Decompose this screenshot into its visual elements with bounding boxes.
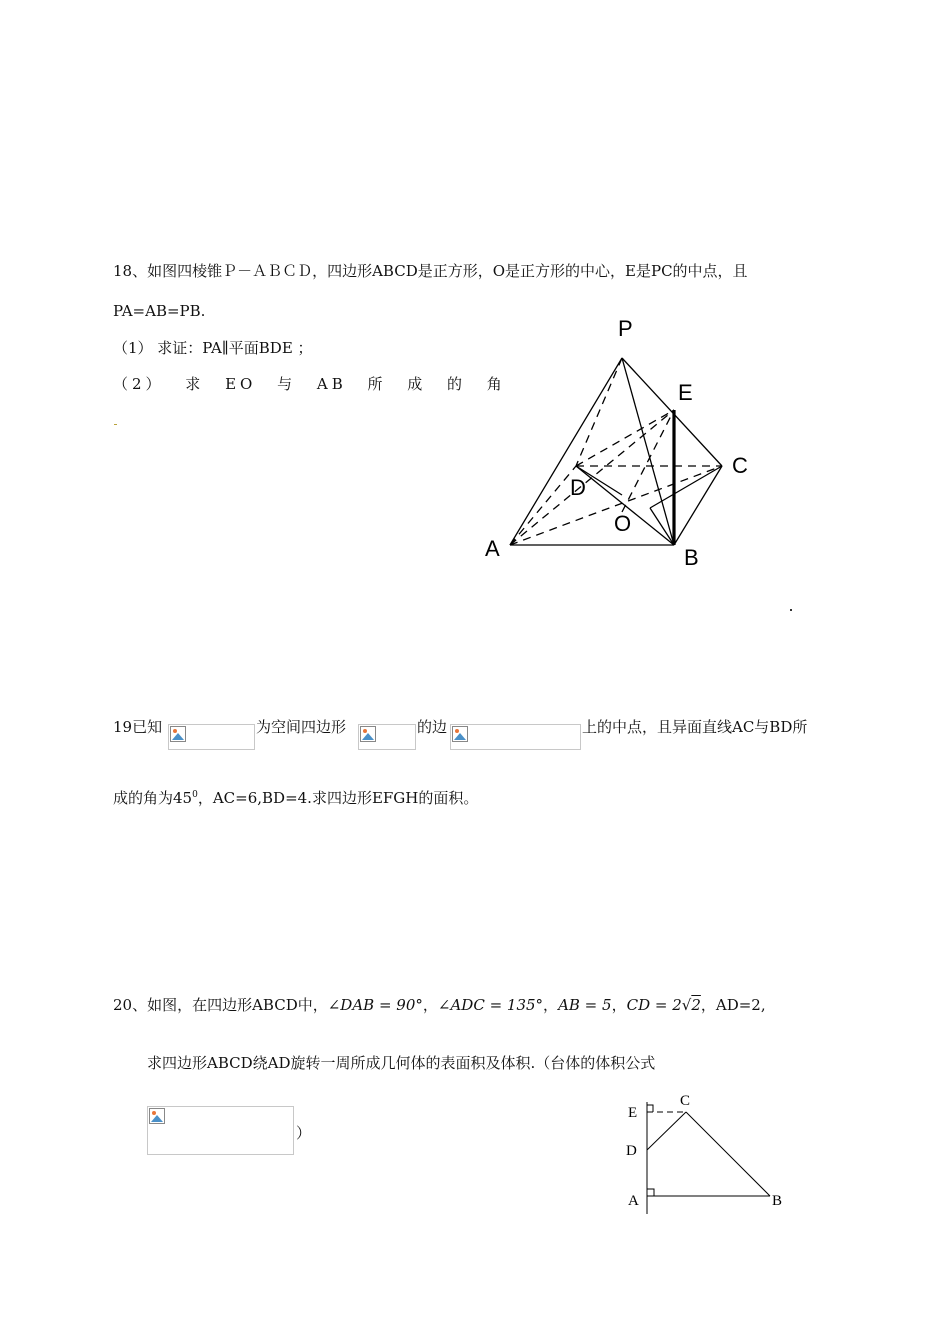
cond-ab: AB = 5	[558, 996, 612, 1014]
cond-angle-dab: ∠DAB = 90°	[327, 996, 423, 1014]
edge-de	[576, 410, 674, 466]
label-B: B	[684, 545, 699, 570]
q19-seg4: 上的中点，且异面直线AC与BD所	[582, 718, 808, 736]
right-angle-e	[647, 1105, 653, 1112]
q20-line2: 求四边形ABCD绕AD旋转一周所成几何体的表面积及体积.（台体的体积公式	[147, 1054, 656, 1072]
label-A: A	[485, 536, 500, 561]
broken-image-formula	[147, 1106, 294, 1155]
label-E: E	[628, 1105, 638, 1121]
label-O: O	[614, 511, 632, 536]
edge-oe	[622, 410, 674, 512]
cond-cd: CD = 2√2	[626, 996, 701, 1014]
label-B: B	[772, 1193, 783, 1209]
label-D: D	[570, 475, 586, 500]
q18-part2: （2） 求 EO 与 AB 所 成 的 角	[113, 375, 506, 393]
label-E: E	[678, 380, 693, 405]
q19-seg2: 为空间四边形	[256, 718, 347, 736]
broken-image-2	[358, 724, 416, 750]
q19-seg3: 的边	[417, 718, 448, 736]
right-angle-a	[647, 1189, 654, 1196]
cond-angle-adc: ∠ADC = 135°	[437, 996, 544, 1014]
edge-dc	[647, 1112, 686, 1150]
trapezoid-figure	[620, 1088, 790, 1218]
broken-image-icon	[360, 726, 376, 742]
edge-pd	[576, 358, 622, 466]
broken-image-icon	[170, 726, 186, 742]
edge-pa	[510, 358, 622, 545]
edge-cb	[686, 1112, 770, 1196]
q20-prefix: 20、如图，在四边形ABCD中，	[113, 996, 328, 1014]
broken-image-icon	[149, 1108, 165, 1124]
q20-suffix: ，AD=2,	[700, 996, 766, 1014]
broken-image-1	[168, 724, 255, 750]
stray-dot	[790, 609, 792, 611]
broken-image-3	[450, 724, 581, 750]
pyramid-figure	[470, 300, 770, 590]
edge-co	[650, 466, 722, 508]
label-C: C	[732, 453, 748, 478]
q18-part1: （1） 求证：PA∥平面BDE ；	[113, 339, 313, 357]
label-A: A	[628, 1193, 639, 1209]
broken-image-icon	[452, 726, 468, 742]
q20-line1: 20、如图，在四边形ABCD中，∠DAB = 90°，∠ADC = 135°，AB = 5，CD = 2√2，AD=2,	[113, 996, 766, 1014]
q18-line2: PA=AB=PB.	[113, 302, 206, 320]
q20-close: ）	[296, 1124, 312, 1142]
q19-line2: 成的角为$45^0$，AC=6,BD=4.求四边形EFGH的面积。	[113, 789, 479, 807]
stray-mark	[114, 424, 117, 425]
q18-line1: 18、如图四棱锥Ｐ－ＡＢＣＤ，四边形ABCD是正方形，O是正方形的中心，E是PC的中点，且	[113, 262, 748, 280]
label-P: P	[618, 316, 633, 341]
label-C: C	[680, 1093, 691, 1109]
q19-seg1: 19已知	[113, 718, 163, 736]
label-D: D	[626, 1143, 637, 1159]
edge-bc	[674, 466, 722, 545]
